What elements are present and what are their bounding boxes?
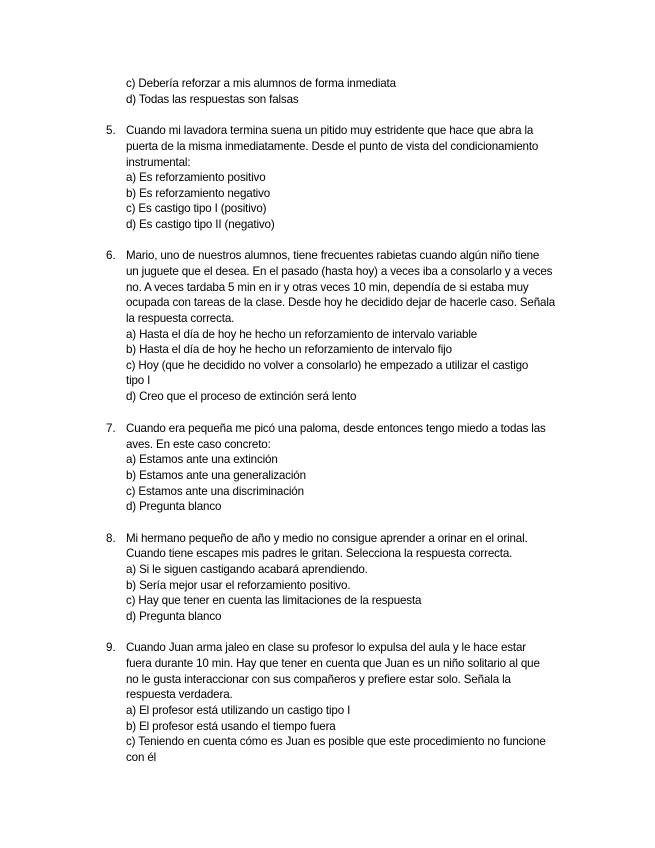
previous-question-option-c: c) Debería reforzar a mis alumnos de forma inmediata <box>126 77 396 90</box>
answer-option: a) Es reforzamiento positivo <box>126 171 266 184</box>
question-text-line: ocupada con tareas de la clase. Desde hoy he decidido dejar de hacerle caso. Señala <box>126 296 556 309</box>
question-text-line: respuesta verdadera. <box>126 688 233 701</box>
answer-option-continuation: tipo I <box>126 374 151 387</box>
question-text-line: instrumental: <box>126 156 191 169</box>
question-text-line: puerta de la misma inmediatamente. Desde el punto de vista del condicionamiento <box>126 140 539 153</box>
answer-option: a) El profesor está utilizando un castigo tipo I <box>126 704 351 717</box>
answer-option: c) Teniendo en cuenta cómo es Juan es posible que este procedimiento no funcione <box>126 735 546 748</box>
question-text-line: Cuando tiene escapes mis padres le gritan. Selecciona la respuesta correcta. <box>126 547 513 560</box>
question-text-line: aves. En este caso concreto: <box>126 438 271 451</box>
question-number: 7. <box>106 422 116 435</box>
answer-option: d) Creo que el proceso de extinción será lento <box>126 390 357 403</box>
answer-option: b) Estamos ante una generalización <box>126 469 306 482</box>
answer-option: d) Es castigo tipo II (negativo) <box>126 218 275 231</box>
question-number: 9. <box>106 641 116 654</box>
question-text-line: Mi hermano pequeño de año y medio no consigue aprender a orinar en el orinal. <box>126 532 528 545</box>
answer-option: b) Es reforzamiento negativo <box>126 187 271 200</box>
question-text-line: no. A veces tardaba 5 min en ir y otras veces 10 min, dependía de si estaba muy <box>126 281 529 294</box>
question-number: 8. <box>106 532 116 545</box>
answer-option: a) Si le siguen castigando acabará aprendiendo. <box>126 563 368 576</box>
question-number: 5. <box>106 124 116 137</box>
question-text-line: Mario, uno de nuestros alumnos, tiene frecuentes rabietas cuando algún niño tiene <box>126 249 540 262</box>
answer-option: a) Estamos ante una extinción <box>126 453 278 466</box>
question-text-line: no le gusta interaccionar con sus compañeros y prefiere estar solo. Señala la <box>126 673 511 686</box>
answer-option: b) Hasta el día de hoy he hecho un reforzamiento de intervalo fijo <box>126 343 452 356</box>
question-text-line: la respuesta correcta. <box>126 312 235 325</box>
question-text-line: Cuando Juan arma jaleo en clase su profesor lo expulsa del aula y le hace estar <box>126 641 526 654</box>
answer-option: b) El profesor está usando el tiempo fuera <box>126 720 336 733</box>
answer-option: a) Hasta el día de hoy he hecho un reforzamiento de intervalo variable <box>126 328 478 341</box>
answer-option: b) Sería mejor usar el reforzamiento positivo. <box>126 579 351 592</box>
question-text-line: fuera durante 10 min. Hay que tener en cuenta que Juan es un niño solitario al que <box>126 657 540 670</box>
answer-option: c) Hoy (que he decidido no volver a consolarlo) he empezado a utilizar el castigo <box>126 359 529 372</box>
answer-option: d) Pregunta blanco <box>126 500 222 513</box>
question-number: 6. <box>106 249 116 262</box>
question-text-line: un juguete que el desea. En el pasado (hasta hoy) a veces iba a consolarlo y a veces <box>126 265 553 278</box>
answer-option: c) Hay que tener en cuenta las limitaciones de la respuesta <box>126 594 422 607</box>
answer-option-continuation: con él <box>126 751 157 764</box>
question-text-line: Cuando era pequeña me picó una paloma, desde entonces tengo miedo a todas las <box>126 422 546 435</box>
answer-option: d) Pregunta blanco <box>126 610 222 623</box>
previous-question-option-d: d) Todas las respuestas son falsas <box>126 93 299 106</box>
answer-option: c) Es castigo tipo I (positivo) <box>126 202 267 215</box>
answer-option: c) Estamos ante una discriminación <box>126 485 304 498</box>
question-text-line: Cuando mi lavadora termina suena un pitido muy estridente que hace que abra la <box>126 124 534 137</box>
